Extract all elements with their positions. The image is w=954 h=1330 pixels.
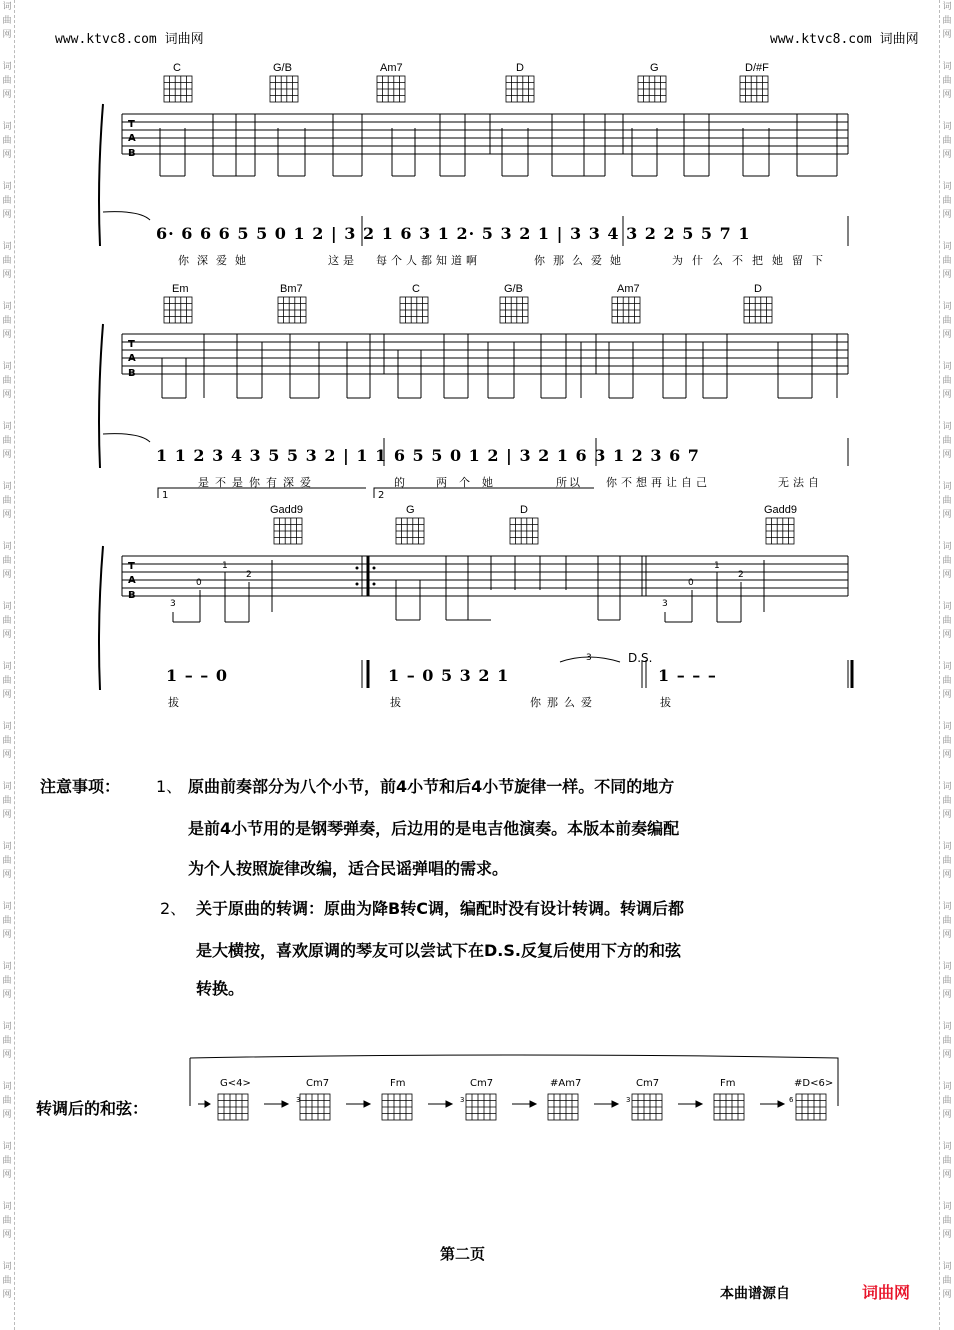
svg-text:3: 3 (626, 1096, 631, 1104)
watermark-char: 词 曲 网 (942, 182, 952, 220)
mod-chord-frets (296, 1096, 794, 1104)
svg-text:T: T (128, 119, 135, 130)
brand-link[interactable]: 词曲网 (862, 1283, 911, 1302)
watermark-char: 词 曲 网 (2, 302, 12, 340)
chord-label: C (173, 62, 181, 74)
tab-number: 2 (246, 570, 252, 580)
note-item-number: 2、 (160, 899, 187, 918)
chord-label: G (650, 62, 659, 74)
strum-marks-1 (160, 114, 837, 176)
mod-arrows (198, 1101, 784, 1107)
lyric-segment: 两个她 (436, 476, 505, 489)
watermark-char: 词 曲 网 (942, 362, 952, 400)
chord-label: D (754, 283, 762, 295)
watermark-char: 词 曲 网 (2, 242, 12, 280)
note-line: 原曲前奏部分为八个小节，前4小节和后4小节旋律一样。不同的地方 (188, 777, 675, 796)
watermark-char: 词 曲 网 (942, 242, 952, 280)
lyric-segment: 每个人都知道啊 (376, 254, 481, 267)
lyric-segment: 拔 (168, 696, 179, 709)
tab-number: 1 (714, 561, 720, 571)
site-url-left[interactable]: www.ktvc8.com 词曲网 (55, 32, 204, 47)
watermark-char: 词 曲 网 (942, 302, 952, 340)
chord-label: D (516, 62, 524, 74)
watermark-char: 词 曲 网 (2, 1142, 12, 1180)
mod-chord-diagrams (218, 1094, 826, 1120)
chord-label: Cm7 (470, 1078, 494, 1089)
tab-number: 0 (688, 578, 694, 588)
svg-text:A: A (128, 133, 136, 144)
watermark-char: 词 曲 网 (2, 122, 12, 160)
chord-label: Fm (390, 1078, 406, 1089)
jianpu-line-3c: 1 – – – (658, 666, 717, 685)
lyric-segment: 无法自 (778, 476, 823, 489)
site-url-right[interactable]: www.ktvc8.com 词曲网 (770, 32, 919, 47)
system-brace-3 (99, 546, 103, 690)
chord-label: D/#F (745, 62, 769, 74)
tab-staff-2 (122, 334, 848, 379)
watermark-char: 词 曲 网 (942, 542, 952, 580)
system-2 (99, 283, 848, 501)
lyric-segment: 你那么爱她 (534, 254, 629, 267)
page-number: 第二页 (440, 1245, 486, 1263)
chord-diagrams-2 (164, 297, 772, 323)
watermark-char: 词 曲 网 (942, 662, 952, 700)
note-line: 是前4小节用的是钢琴弹奏，后边用的是电吉他演奏。本版本前奏编配 (188, 819, 680, 838)
lyric-segment: 的 (394, 476, 405, 489)
lyric-segment: 所以 (556, 476, 582, 489)
watermark-char: 词 曲 网 (2, 602, 12, 640)
chord-label: #D<6> (794, 1078, 834, 1089)
lyric-segment: 你深爱她 (178, 254, 254, 267)
watermark-char: 词 曲 网 (2, 482, 12, 520)
watermark-char: 词 曲 网 (942, 2, 952, 40)
chord-label: G/B (273, 62, 292, 74)
chord-row-1 (173, 62, 769, 74)
chord-row-3 (270, 504, 797, 516)
chord-label: G<4> (220, 1078, 251, 1089)
lyric-segment: 是不是你有深爱 (198, 476, 317, 489)
svg-text:B: B (128, 590, 136, 601)
svg-text:A: A (128, 353, 136, 364)
chord-label: #Am7 (550, 1078, 582, 1089)
watermark-char: 词 曲 网 (942, 902, 952, 940)
svg-text:6: 6 (789, 1096, 794, 1104)
chord-diagrams-1 (164, 76, 768, 102)
jianpu-line-3a: 1 – – 0 (166, 666, 228, 685)
modulation-row (190, 1055, 838, 1120)
watermark-char: 词 曲 网 (2, 2, 12, 40)
svg-text:A: A (128, 575, 136, 586)
svg-text:3: 3 (586, 653, 592, 663)
tab-number: 1 (222, 561, 228, 571)
jianpu-line-3b: 1 – 0 5 3 2 1 (388, 666, 510, 685)
chord-label: Bm7 (280, 283, 303, 295)
note-item-number: 1、 (156, 777, 183, 796)
lyric-segment: 你不想再让自己 (606, 476, 711, 489)
svg-text:T: T (128, 561, 135, 572)
chord-diagrams-3 (274, 518, 794, 544)
watermark-char: 词 曲 网 (942, 1022, 952, 1060)
watermark-char: 词 曲 网 (942, 122, 952, 160)
watermark-char: 词 曲 网 (2, 1262, 12, 1300)
watermark-char: 词 曲 网 (942, 482, 952, 520)
watermark-char: 词 曲 网 (2, 542, 12, 580)
chord-label: Gadd9 (270, 504, 304, 516)
tab-numbers-3 (170, 561, 744, 609)
lyric-segment: 你那么爱 (530, 696, 598, 709)
jianpu-line-1: 6· 6 6 6 5 5 0 1 2 | 3 2 1 6 3 1 2· 5 3 2 1 | 3 3 4 3 2 2 5 5 7 1 (156, 224, 751, 243)
svg-text:2: 2 (378, 490, 385, 501)
watermark-char: 词 曲 网 (2, 182, 12, 220)
note-line: 是大横按，喜欢原调的琴友可以尝试下在D.S.反复后使用下方的和弦 (196, 941, 681, 960)
watermark-char: 词 曲 网 (2, 662, 12, 700)
svg-text:B: B (128, 368, 136, 379)
watermark-char: 词 曲 网 (2, 782, 12, 820)
notes-label: 注意事项： (40, 777, 121, 796)
tab-number: 3 (170, 599, 176, 609)
watermark-char: 词 曲 网 (2, 1202, 12, 1240)
chord-label: D (520, 504, 528, 516)
note-line: 转换。 (196, 979, 245, 998)
note-line: 为个人按照旋律改编，适合民谣弹唱的需求。 (188, 859, 509, 878)
tab-number: 3 (662, 599, 668, 609)
chord-label: Cm7 (306, 1078, 330, 1089)
mod-chord-labels (220, 1078, 833, 1089)
svg-text:3: 3 (460, 1096, 465, 1104)
lyric-segment: 拔 (390, 696, 401, 709)
watermark-char: 词 曲 网 (942, 1262, 952, 1300)
chord-row-2 (172, 283, 762, 295)
watermark-char: 词 曲 网 (942, 1142, 952, 1180)
watermark-char: 词 曲 网 (942, 602, 952, 640)
watermark-char: 词 曲 网 (942, 962, 952, 1000)
chord-label: C (412, 283, 420, 295)
lyric-segment: 为什么不把她留下 (672, 254, 832, 267)
svg-text:B: B (128, 148, 136, 159)
lyric-segment: 拔 (660, 696, 671, 709)
watermark-char: 词 曲 网 (942, 1082, 952, 1120)
jianpu-line-2: 1 1 2 3 4 3 5 5 3 2 | 1 1 6 5 5 0 1 2 | 3 2 1 6 3 1 2 3 6 7 (156, 446, 700, 465)
watermark-char: 词 曲 网 (942, 422, 952, 460)
note-line: 关于原曲的转调：原曲为降B转C调，编配时没有设计转调。转调后都 (196, 899, 684, 918)
chord-label: Am7 (617, 283, 640, 295)
watermark-char: 词 曲 网 (2, 1022, 12, 1060)
watermark-char: 词 曲 网 (942, 1202, 952, 1240)
system-3 (99, 504, 852, 690)
system-brace-1 (99, 104, 103, 246)
ds-marker: D.S. (628, 651, 653, 665)
watermark-char: 词 曲 网 (2, 902, 12, 940)
chord-label: Am7 (380, 62, 403, 74)
source-label: 本曲谱源自 (720, 1286, 790, 1302)
watermark-char: 词 曲 网 (942, 782, 952, 820)
watermark-char: 词 曲 网 (2, 1082, 12, 1120)
svg-text:T: T (128, 339, 135, 350)
chord-label: Cm7 (636, 1078, 660, 1089)
watermark-char: 词 曲 网 (2, 842, 12, 880)
system-1 (99, 62, 848, 246)
lyric-segment: 这是 (328, 254, 358, 267)
chord-label: G (406, 504, 415, 516)
watermark-char: 词 曲 网 (942, 842, 952, 880)
tab-number: 0 (196, 578, 202, 588)
watermark-char: 词 曲 网 (2, 722, 12, 760)
watermark-char: 词 曲 网 (2, 62, 12, 100)
watermark-char: 词 曲 网 (2, 962, 12, 1000)
tab-staff-1 (122, 114, 848, 159)
watermark-char: 词 曲 网 (942, 722, 952, 760)
chord-label: G/B (504, 283, 523, 295)
svg-text:3: 3 (296, 1096, 301, 1104)
svg-text:1: 1 (162, 490, 169, 501)
watermark-char: 词 曲 网 (2, 422, 12, 460)
chord-label: Fm (720, 1078, 736, 1089)
system-brace-2 (99, 324, 103, 468)
watermark-char: 词 曲 网 (2, 362, 12, 400)
chord-label: Gadd9 (764, 504, 798, 516)
modulation-label: 转调后的和弦： (36, 1099, 149, 1118)
watermark-char: 词 曲 网 (942, 62, 952, 100)
tab-number: 2 (738, 570, 744, 580)
chord-label: Em (172, 283, 189, 295)
